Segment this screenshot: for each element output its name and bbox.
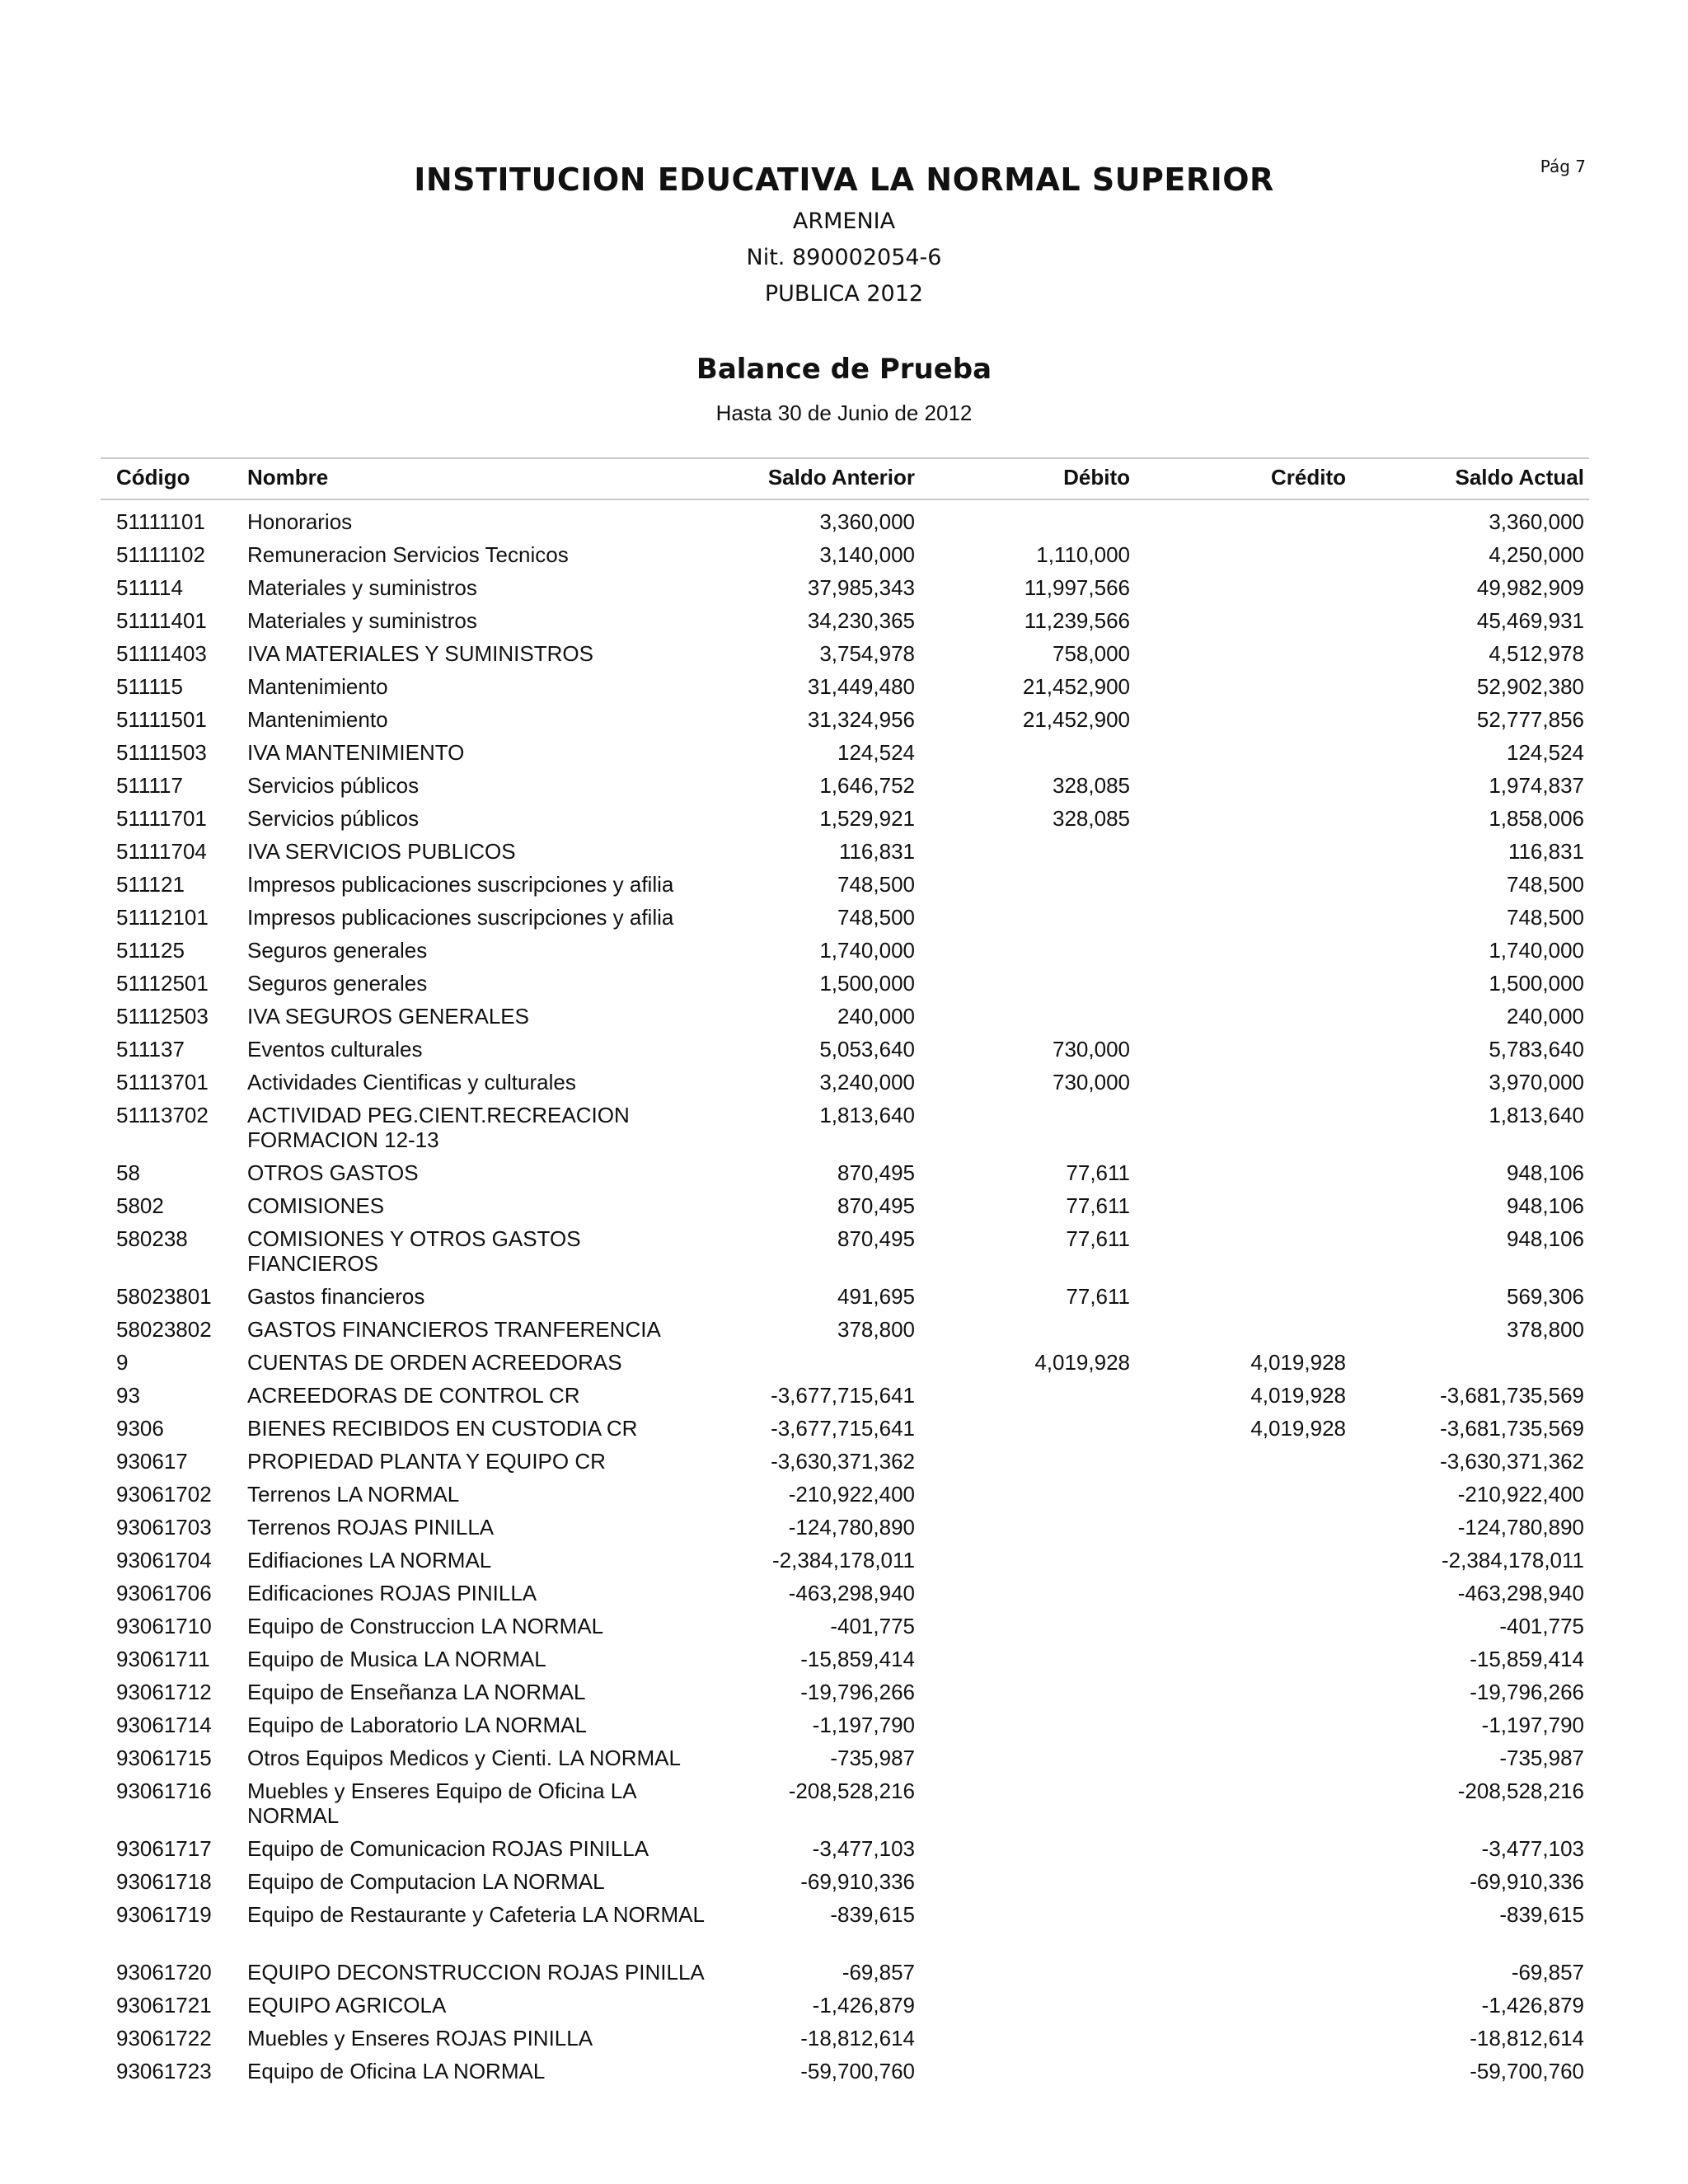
cell-nombre: Edificaciones ROJAS PINILLA [247,1581,537,1605]
cell-saldo-anterior: -3,477,103 [812,1836,915,1861]
cell-saldo-anterior: 1,813,640 [819,1103,915,1127]
cell-saldo-actual: -401,775 [1499,1614,1584,1638]
cell-codigo: 58023802 [116,1317,212,1342]
cell-codigo: 51111501 [116,707,207,732]
table-row [0,1548,1688,1581]
cell-saldo-anterior: 31,324,956 [807,707,915,732]
cell-nombre: Mantenimiento [247,707,388,732]
cell-nombre: Edifiaciones LA NORMAL [247,1548,492,1572]
cell-saldo-actual: 4,250,000 [1489,542,1584,567]
table-row [0,938,1688,971]
cell-saldo-anterior: 870,495 [837,1226,915,1251]
cell-saldo-actual: 948,106 [1507,1193,1584,1218]
cell-nombre: Materiales y suministros [247,608,477,633]
table-row [0,1515,1688,1548]
cell-nombre: Materiales y suministros [247,575,477,600]
cell-saldo-anterior: 37,985,343 [807,575,915,600]
cell-saldo-anterior: 1,740,000 [819,938,915,963]
cell-codigo: 930617 [116,1449,188,1474]
table-row [0,1383,1688,1416]
cell-codigo: 51111102 [116,542,205,567]
cell-nombre: Equipo de Laboratorio LA NORMAL [247,1713,587,1737]
cell-credito: 4,019,928 [1250,1416,1346,1441]
cell-debito: 77,611 [1066,1193,1130,1218]
cell-saldo-anterior: -59,700,760 [800,2059,915,2083]
cell-debito: 1,110,000 [1036,542,1130,567]
table-row [0,608,1688,641]
cell-saldo-actual: 378,800 [1507,1317,1584,1342]
table-row [0,905,1688,938]
cell-saldo-anterior: -839,615 [830,1902,915,1927]
col-nombre: Nombre [247,465,329,490]
report-title: Balance de Prueba [696,353,992,386]
cell-saldo-actual: -18,812,614 [1470,2026,1584,2050]
table-row [0,1037,1688,1070]
cell-saldo-anterior: 5,053,640 [819,1037,915,1062]
cell-nombre: Equipo de Musica LA NORMAL [247,1647,546,1671]
table-body [0,509,1688,2092]
cell-saldo-actual: -3,681,735,569 [1440,1383,1584,1408]
cell-saldo-actual: -59,700,760 [1470,2059,1584,2083]
cell-saldo-actual: 116,831 [1507,839,1584,864]
cell-debito: 77,611 [1066,1226,1130,1251]
cell-saldo-anterior: 3,240,000 [819,1070,915,1094]
table-row [0,1350,1688,1383]
cell-codigo: 93061716 [116,1779,212,1803]
cell-nombre: Eventos culturales [247,1037,423,1062]
cell-saldo-actual: -463,298,940 [1457,1581,1584,1605]
cell-nombre: Actividades Cientificas y culturales [247,1070,576,1094]
cell-nombre: EQUIPO DECONSTRUCCION ROJAS PINILLA [247,1960,705,1985]
cell-nombre: IVA SEGUROS GENERALES [247,1004,529,1029]
table-row [0,1680,1688,1713]
cell-saldo-anterior: -401,775 [830,1614,915,1638]
cell-saldo-actual: -3,681,735,569 [1440,1416,1584,1441]
cell-codigo: 51112503 [116,1004,209,1029]
cell-saldo-anterior: 870,495 [837,1193,915,1218]
cell-debito: 11,239,566 [1024,608,1130,633]
cell-debito: 328,085 [1053,806,1130,831]
cell-nombre: Impresos publicaciones suscripciones y afilia [247,872,674,897]
cell-nombre: Muebles y Enseres ROJAS PINILLA [247,2026,593,2050]
cell-saldo-actual: 1,974,837 [1489,773,1584,798]
cell-nombre: Servicios públicos [247,806,420,831]
cell-nombre: Mantenimiento [247,674,388,699]
cell-codigo: 93061718 [116,1869,212,1894]
cell-codigo: 93061720 [116,1960,212,1985]
cell-saldo-actual: 1,813,640 [1489,1103,1584,1127]
cell-nombre: Muebles y Enseres Equipo de Oficina LA NORMAL [247,1779,636,1828]
cell-saldo-anterior: -1,197,790 [812,1713,915,1737]
cell-codigo: 58023801 [116,1284,212,1309]
cell-codigo: 51111403 [116,641,207,666]
table-row [0,971,1688,1004]
header-rule-bottom [101,499,1589,500]
cell-nombre: Otros Equipos Medicos y Cienti. LA NORMAL [247,1746,681,1770]
cell-saldo-anterior: -463,298,940 [788,1581,915,1605]
institution-name: INSTITUCION EDUCATIVA LA NORMAL SUPERIOR [414,162,1274,198]
cell-saldo-actual: 748,500 [1507,905,1584,930]
cell-codigo: 511117 [116,773,183,798]
cell-codigo: 51111503 [116,740,207,765]
table-row [0,740,1688,773]
cell-codigo: 51113702 [116,1103,209,1127]
cell-codigo: 511121 [116,872,185,897]
cell-nombre: IVA MATERIALES Y SUMINISTROS [247,641,593,666]
cell-saldo-actual: 569,306 [1507,1284,1584,1309]
cell-saldo-anterior: 1,500,000 [819,971,915,996]
table-row [0,1581,1688,1614]
table-row [0,1614,1688,1647]
table-row [0,1993,1688,2026]
page-number: Pág 7 [1540,157,1586,176]
cell-nombre: Gastos financieros [247,1284,425,1309]
cell-codigo: 93 [116,1383,140,1408]
table-row [0,1160,1688,1193]
cell-saldo-actual: 124,524 [1507,740,1584,765]
cell-codigo: 93061703 [116,1515,212,1540]
table-row [0,542,1688,575]
cell-saldo-actual: 5,783,640 [1489,1037,1584,1062]
cell-saldo-actual: 4,512,978 [1489,641,1584,666]
table-row [0,1713,1688,1746]
cell-saldo-actual: 3,360,000 [1489,509,1584,534]
cell-saldo-anterior: 34,230,365 [807,608,915,633]
cell-saldo-actual: 748,500 [1507,872,1584,897]
table-row [0,1103,1688,1160]
cell-saldo-anterior: 870,495 [837,1160,915,1185]
cell-debito: 11,997,566 [1024,575,1130,600]
cell-saldo-anterior: 3,754,978 [819,641,915,666]
table-row [0,707,1688,740]
cell-saldo-anterior: -69,910,336 [800,1869,915,1894]
cell-saldo-anterior: 116,831 [838,839,915,864]
cell-saldo-anterior: -3,677,715,641 [771,1416,915,1441]
cell-saldo-actual: -69,857 [1511,1960,1584,1985]
cell-codigo: 511137 [116,1037,185,1062]
table-header [0,465,1688,493]
cell-nombre: Equipo de Enseñanza LA NORMAL [247,1680,586,1704]
cell-saldo-anterior: 1,529,921 [819,806,915,831]
cell-saldo-actual: 52,902,380 [1476,674,1584,699]
cell-debito: 77,611 [1066,1284,1130,1309]
cell-nombre: Equipo de Oficina LA NORMAL [247,2059,546,2083]
city: ARMENIA [792,209,896,234]
cell-credito: 4,019,928 [1250,1350,1346,1375]
cell-saldo-anterior: -1,426,879 [812,1993,915,2018]
cell-saldo-actual: 240,000 [1507,1004,1584,1029]
cell-saldo-anterior: 31,449,480 [807,674,915,699]
table-row [0,1004,1688,1037]
cell-codigo: 93061714 [116,1713,212,1737]
cell-debito: 730,000 [1053,1070,1130,1094]
cell-debito: 328,085 [1053,773,1130,798]
cell-debito: 21,452,900 [1022,674,1130,699]
cell-nombre: COMISIONES [247,1193,385,1218]
cell-codigo: 9 [116,1350,129,1375]
table-row [0,575,1688,608]
table-row [0,2026,1688,2059]
cell-codigo: 93061704 [116,1548,212,1572]
table-row [0,1779,1688,1836]
cell-nombre: Seguros generales [247,938,428,963]
cell-nombre: CUENTAS DE ORDEN ACREEDORAS [247,1350,622,1375]
cell-codigo: 511114 [116,575,183,600]
cell-codigo: 5802 [116,1193,164,1218]
cell-saldo-actual: -1,197,790 [1481,1713,1584,1737]
table-row [0,1960,1688,1993]
cell-saldo-anterior: -18,812,614 [800,2026,915,2050]
cell-codigo: 51112501 [116,971,209,996]
cell-codigo: 51113701 [116,1070,209,1094]
cell-saldo-anterior: 491,695 [837,1284,915,1309]
cell-nombre: Impresos publicaciones suscripciones y afilia [247,905,674,930]
cell-saldo-anterior: -3,630,371,362 [771,1449,915,1474]
cell-saldo-anterior: 748,500 [837,872,915,897]
cell-saldo-anterior: 378,800 [837,1317,915,1342]
cell-saldo-actual: -3,630,371,362 [1440,1449,1584,1474]
table-row [0,2059,1688,2092]
cell-codigo: 51112101 [116,905,209,930]
cell-codigo: 93061715 [116,1746,212,1770]
cell-saldo-actual: 49,982,909 [1476,575,1584,600]
cell-nombre: Honorarios [247,509,353,534]
table-row [0,1449,1688,1482]
table-row [0,872,1688,905]
cell-saldo-anterior: -210,922,400 [788,1482,915,1507]
cell-saldo-actual: 52,777,856 [1476,707,1584,732]
cell-saldo-anterior: -69,857 [842,1960,915,1985]
cell-debito: 21,452,900 [1022,707,1130,732]
table-row [0,1070,1688,1103]
cell-nombre: Seguros generales [247,971,428,996]
col-saldo-actual: Saldo Actual [1455,465,1584,490]
col-saldo-anterior: Saldo Anterior [767,465,915,490]
table-row [0,839,1688,872]
cell-saldo-actual: 948,106 [1507,1160,1584,1185]
cell-codigo: 93061702 [116,1482,212,1507]
cell-saldo-actual: 948,106 [1507,1226,1584,1251]
table-row [0,1284,1688,1317]
cell-saldo-actual: 45,469,931 [1476,608,1584,633]
nit: Nit. 890002054-6 [746,245,942,270]
cell-nombre: BIENES RECIBIDOS EN CUSTODIA CR [247,1416,638,1441]
cell-saldo-actual: -3,477,103 [1481,1836,1584,1861]
table-row [0,1746,1688,1779]
cell-saldo-actual: -208,528,216 [1457,1779,1584,1803]
table-row [0,641,1688,674]
cell-nombre: Equipo de Comunicacion ROJAS PINILLA [247,1836,649,1861]
cell-saldo-anterior: -15,859,414 [800,1647,915,1671]
cell-codigo: 58 [116,1160,140,1185]
cell-saldo-actual: -839,615 [1499,1902,1584,1927]
col-credito: Crédito [1271,465,1346,490]
report-date: Hasta 30 de Junio de 2012 [715,401,973,425]
table-row [0,1647,1688,1680]
table-row [0,773,1688,806]
table-row [0,1482,1688,1515]
cell-codigo: 93061722 [116,2026,212,2050]
cell-saldo-anterior: -735,987 [830,1746,915,1770]
cell-codigo: 51111101 [116,509,205,534]
period: PUBLICA 2012 [764,281,924,307]
cell-saldo-actual: -15,859,414 [1470,1647,1584,1671]
cell-codigo: 93061712 [116,1680,212,1704]
cell-nombre: ACTIVIDAD PEG.CIENT.RECREACION FORMACION 12-13 [247,1103,630,1152]
cell-saldo-actual: 1,858,006 [1489,806,1584,831]
cell-codigo: 93061717 [116,1836,212,1861]
cell-saldo-anterior: -208,528,216 [788,1779,915,1803]
cell-debito: 730,000 [1053,1037,1130,1062]
cell-codigo: 93061710 [116,1614,212,1638]
cell-saldo-anterior: -2,384,178,011 [772,1548,915,1572]
cell-codigo: 511115 [116,674,183,699]
table-row [0,1193,1688,1226]
cell-nombre: Equipo de Restaurante y Cafeteria LA NORMAL [247,1902,705,1927]
cell-debito: 4,019,928 [1034,1350,1130,1375]
cell-credito: 4,019,928 [1250,1383,1346,1408]
cell-saldo-anterior: -124,780,890 [788,1515,915,1540]
cell-saldo-actual: -1,426,879 [1481,1993,1584,2018]
cell-nombre: ACREEDORAS DE CONTROL CR [247,1383,580,1408]
cell-nombre: IVA MANTENIMIENTO [247,740,465,765]
cell-saldo-actual: -19,796,266 [1470,1680,1584,1704]
col-debito: Débito [1063,465,1130,490]
cell-saldo-actual: 1,740,000 [1489,938,1584,963]
cell-saldo-anterior: -3,677,715,641 [771,1383,915,1408]
cell-codigo: 51111401 [116,608,207,633]
table-row [0,1902,1688,1960]
cell-codigo: 511125 [116,938,185,963]
cell-saldo-anterior: 3,360,000 [819,509,915,534]
cell-codigo: 9306 [116,1416,164,1441]
cell-nombre: Equipo de Computacion LA NORMAL [247,1869,605,1894]
cell-saldo-anterior: 748,500 [837,905,915,930]
cell-saldo-actual: -210,922,400 [1457,1482,1584,1507]
table-row [0,509,1688,542]
cell-debito: 758,000 [1053,641,1130,666]
cell-codigo: 93061711 [116,1647,210,1671]
cell-codigo: 93061719 [116,1902,212,1927]
cell-debito: 77,611 [1066,1160,1130,1185]
cell-nombre: Terrenos LA NORMAL [247,1482,460,1507]
table-row [0,1226,1688,1284]
table-row [0,1869,1688,1902]
cell-nombre: OTROS GASTOS [247,1160,419,1185]
cell-saldo-actual: 1,500,000 [1489,971,1584,996]
cell-codigo: 51111701 [116,806,207,831]
cell-saldo-actual: -735,987 [1499,1746,1584,1770]
cell-codigo: 93061721 [116,1993,212,2018]
cell-saldo-anterior: -19,796,266 [800,1680,915,1704]
cell-saldo-actual: -69,910,336 [1470,1869,1584,1894]
cell-saldo-actual: -124,780,890 [1457,1515,1584,1540]
cell-nombre: IVA SERVICIOS PUBLICOS [247,839,516,864]
cell-saldo-actual: -2,384,178,011 [1442,1548,1584,1572]
cell-codigo: 580238 [116,1226,188,1251]
table-row [0,1317,1688,1350]
header-rule-top [101,457,1589,459]
cell-nombre: GASTOS FINANCIEROS TRANFERENCIA [247,1317,661,1342]
cell-nombre: Equipo de Construccion LA NORMAL [247,1614,604,1638]
cell-saldo-anterior: 240,000 [837,1004,915,1029]
cell-codigo: 51111704 [116,839,207,864]
cell-codigo: 93061706 [116,1581,212,1605]
cell-saldo-anterior: 1,646,752 [819,773,915,798]
table-row [0,1836,1688,1869]
cell-nombre: Terrenos ROJAS PINILLA [247,1515,495,1540]
cell-nombre: Remuneracion Servicios Tecnicos [247,542,569,567]
table-row [0,1416,1688,1449]
cell-saldo-anterior: 3,140,000 [819,542,915,567]
col-codigo: Código [116,465,190,490]
cell-nombre: PROPIEDAD PLANTA Y EQUIPO CR [247,1449,606,1474]
cell-codigo: 93061723 [116,2059,212,2083]
cell-nombre: EQUIPO AGRICOLA [247,1993,447,2018]
cell-saldo-actual: 3,970,000 [1489,1070,1584,1094]
cell-nombre: COMISIONES Y OTROS GASTOS FIANCIEROS [247,1226,581,1276]
cell-nombre: Servicios públicos [247,773,420,798]
table-row [0,674,1688,707]
table-row [0,806,1688,839]
cell-saldo-anterior: 124,524 [837,740,915,765]
